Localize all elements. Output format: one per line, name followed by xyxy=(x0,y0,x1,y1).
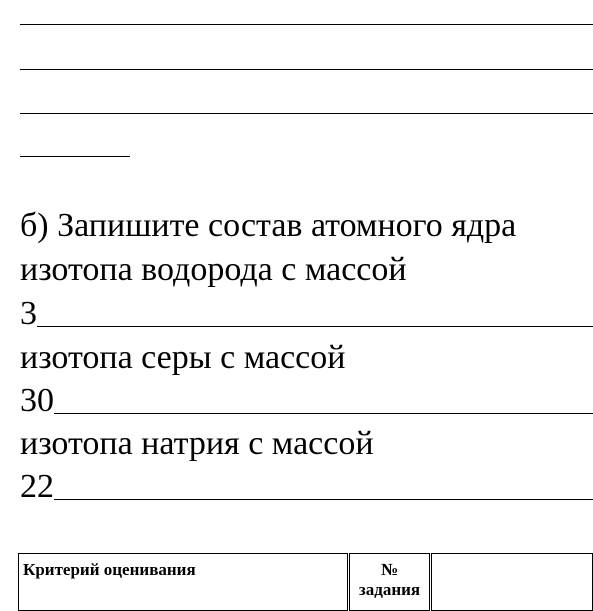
answer-line-1 xyxy=(20,24,593,25)
hydrogen-isotope-label: изотопа водорода с массой xyxy=(20,251,407,288)
criteria-header: Критерий оценивания xyxy=(23,560,196,579)
table-header-row xyxy=(19,554,593,611)
sodium-mass-number: 22 xyxy=(20,468,54,505)
task-number-subheader: задания xyxy=(358,580,421,599)
sulfur-isotope-label: изотопа серы с массой xyxy=(20,339,346,376)
sulfur-answer-blank[interactable] xyxy=(54,413,593,414)
answer-line-2 xyxy=(20,69,593,70)
answer-line-3 xyxy=(20,113,593,114)
hydrogen-answer-row xyxy=(20,294,593,334)
criteria-header-cell xyxy=(19,554,349,611)
assessment-criteria-table xyxy=(18,553,593,611)
sulfur-mass-number: 30 xyxy=(20,382,54,419)
sodium-answer-blank[interactable] xyxy=(54,499,593,500)
hydrogen-answer-blank[interactable] xyxy=(37,326,593,327)
task-number-header-cell xyxy=(349,554,431,611)
empty-header-cell xyxy=(431,554,593,611)
hydrogen-mass-number: 3 xyxy=(20,295,37,332)
answer-line-4-short xyxy=(20,156,130,157)
sulfur-answer-row xyxy=(20,381,593,421)
task-number-symbol: № xyxy=(380,560,399,579)
sodium-isotope-label: изотопа натрия с массой xyxy=(20,425,374,462)
task-b-prompt: б) Запишите состав атомного ядра xyxy=(20,207,517,244)
sodium-answer-row xyxy=(20,467,593,507)
